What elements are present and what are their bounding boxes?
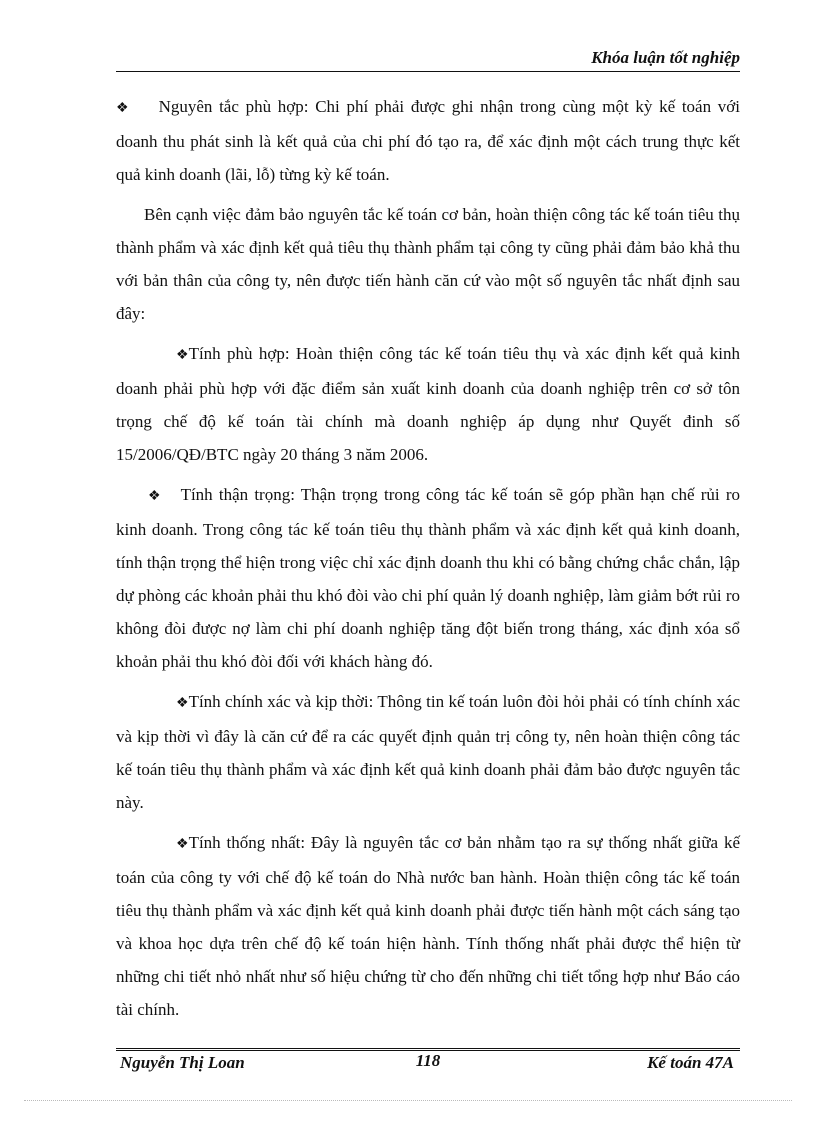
footer-author: Nguyễn Thị Loan (120, 1053, 245, 1072)
diamond-bullet-icon: ❖ (176, 348, 189, 363)
paragraph-text: Tính phù hợp: Hoàn thiện công tác kế toán tiêu thụ và xác định kết quả kinh doanh phải phù hợp với đặc điểm sản xuất kinh doanh của doanh nghiệp trên cơ sở tôn trọng chế độ kế toán tài chính mà doanh nghiệp áp dụng như Quyết đinh số 15/2006/QĐ/BTC ngày 20 tháng 3 năm 2006. (116, 344, 740, 464)
page-content (116, 90, 740, 1033)
paragraph-prudence (116, 478, 740, 678)
paragraph-text: Bên cạnh việc đảm bảo nguyên tắc kế toán cơ bản, hoàn thiện công tác kế toán tiêu thụ thành phẩm và xác định kết quả tiêu thụ thành phẩm tại công ty cũng phải đảm bảo khả thu với bản thân của công ty, nên được tiến hành căn cứ vào một số nguyên tắc nhất định sau đây: (116, 205, 740, 323)
paragraph-text: Nguyên tắc phù hợp: Chi phí phải được ghi nhận trong cùng một kỳ kế toán với doanh thu phát sinh là kết quả của chi phí đó tạo ra, để xác định một cách trung thực kết quả kinh doanh (lãi, lỗ) từng kỳ kế toán. (116, 97, 740, 184)
paragraph-text: Tính thống nhất: Đây là nguyên tắc cơ bản nhằm tạo ra sự thống nhất giữa kế toán của công ty với chế độ kế toán do Nhà nước ban hành. Hoàn thiện công tác kế toán tiêu thụ thành phẩm và xác định kết quả kinh doanh phải được tiến hành một cách sáng tạo và khoa học dựa trên chế độ kế toán hiện hành. Tính thống nhất phải được thể hiện từ những chi tiết nhỏ nhất như số hiệu chứng từ cho đến những chi tiết tổng hợp như Báo cáo tài chính. (116, 833, 740, 1019)
diamond-bullet-icon: ❖ (176, 837, 189, 852)
page-bottom-border (24, 1100, 792, 1101)
footer-class: Kế toán 47A (647, 1053, 734, 1072)
diamond-bullet-icon: ❖ (148, 489, 161, 504)
header-rule (116, 71, 740, 72)
diamond-bullet-icon: ❖ (176, 696, 189, 711)
header-title: Khóa luận tốt nghiệp (591, 48, 740, 67)
footer-page-number: 118 (415, 1051, 441, 1070)
paragraph-text: Tính thận trọng: Thận trọng trong công tác kế toán sẽ góp phần hạn chế rủi ro kinh doanh. Trong công tác kế toán tiêu thụ thành phẩm và xác định kết quả kinh doanh, tính thận trọng thể hiện trong việc chỉ xác định doanh thu khi có bằng chứng chắc chắn, lập dự phòng các khoản phải thu khó đòi vào chi phí quản lý doanh nghiệp, làm giảm bớt rủi ro không đòi được nợ làm chi phí doanh nghiệp tăng đột biến trong tháng, xác định xóa sổ khoản phải thu khó đòi đối với khách hàng đó. (116, 485, 740, 671)
diamond-bullet-icon: ❖ (116, 101, 129, 116)
paragraph-consistency (116, 826, 740, 1026)
paragraph-principle-matching (116, 90, 740, 191)
paragraph-text: Tính chính xác và kịp thời: Thông tin kế toán luôn đòi hỏi phải có tính chính xác và kịp thời vì đây là căn cứ để ra các quyết định quản trị công ty, nên hoàn thiện công tác kế toán tiêu thụ thành phẩm và xác định kết quả kinh doanh phải đảm bảo được nguyên tắc này. (116, 692, 740, 812)
paragraph-suitability (116, 337, 740, 471)
paragraph-intro (116, 198, 740, 330)
paragraph-accuracy (116, 685, 740, 819)
